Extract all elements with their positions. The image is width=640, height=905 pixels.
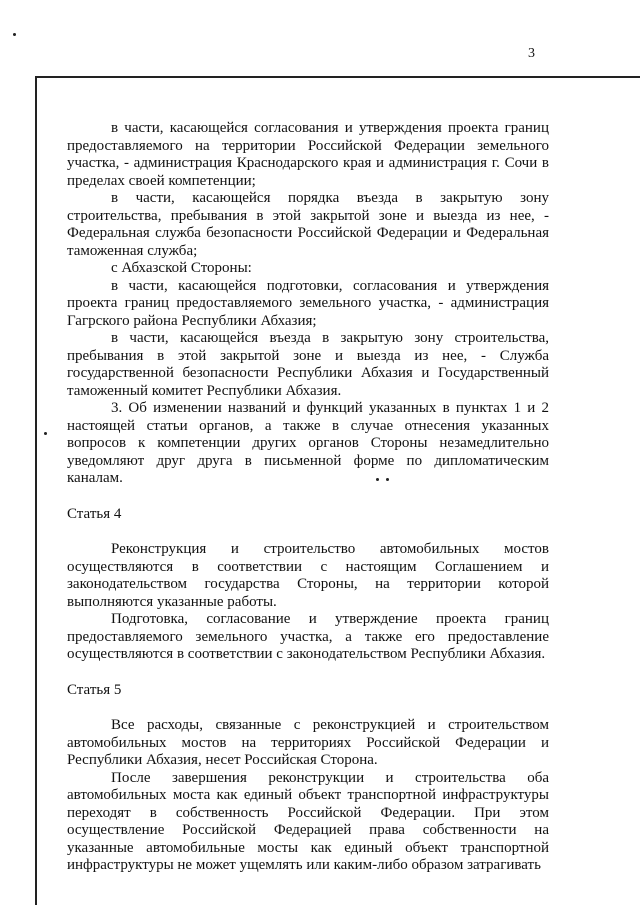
scan-border-left bbox=[35, 76, 37, 905]
paragraph: в части, касающейся въезда в закрытую зону строительства, пребывания в этой закрытой зоне и выезда из нее, - Служба государственной безопасности Республики Абхазия и Государственный таможенный комитет Республики Абхазия. bbox=[67, 330, 549, 399]
paragraph: Подготовка, согласование и утверждение проекта границ предоставляемого земельного участка, а также его предоставление осуществляются в соответствии с законодательством Республики Абхазия. bbox=[67, 611, 549, 662]
scan-speck bbox=[44, 432, 47, 435]
paragraph: в части, касающейся порядка въезда в закрытую зону строительства, пребывания в этой закрытой зоне и выезда из нее, - Федеральная служба безопасности Российской Федерации и Федеральная таможенная служба; bbox=[67, 190, 549, 259]
scan-speck bbox=[13, 33, 16, 36]
paragraph: После завершения реконструкции и строительства оба автомобильных моста как единый объект транспортной инфраструктуры переходят в собственность Российской Федерации. При этом осуществление Российской Федерацией права собственности на указанные автомобильные мосты как единый объект транспортной инфраструктуры не может ущемлять или каким-либо образом затрагивать bbox=[67, 769, 549, 873]
article-5-heading: Статья 5 bbox=[67, 681, 122, 698]
paragraph: 3. Об изменении названий и функций указанных в пунктах 1 и 2 настоящей статьи органов, а также в случае отнесения указанных вопросов к компетенции других органов Стороны незамедлительно уведомляют друг друга в письменной форме по дипломатическим каналам. bbox=[67, 400, 549, 486]
paragraph: с Абхазской Стороны: bbox=[111, 260, 252, 276]
article-4-heading: Статья 4 bbox=[67, 505, 122, 522]
document-body bbox=[67, 120, 549, 875]
paragraph: в части, касающейся подготовки, согласования и утверждения проекта границ предоставляемого земельного участка, - администрация Гагрского района Республики Абхазия; bbox=[67, 277, 549, 329]
paragraph: в части, касающейся согласования и утверждения проекта границ предоставляемого на территории Российской Федерации земельного участка, - администрация Краснодарского края и администрация г. Сочи в пределах своей компетенции; bbox=[67, 120, 549, 189]
paragraph: Все расходы, связанные с реконструкцией и строительством автомобильных мостов на территориях Российской Федерации и Республики Абхазия, несет Российская Сторона. bbox=[67, 717, 549, 768]
scan-border-top bbox=[35, 76, 640, 78]
paragraph: Реконструкция и строительство автомобильных мостов осуществляются в соответствии с настоящим Соглашением и законодательством государства Стороны, на территории которой выполняются указанные работы. bbox=[67, 541, 549, 610]
page-number: 3 bbox=[528, 46, 536, 61]
